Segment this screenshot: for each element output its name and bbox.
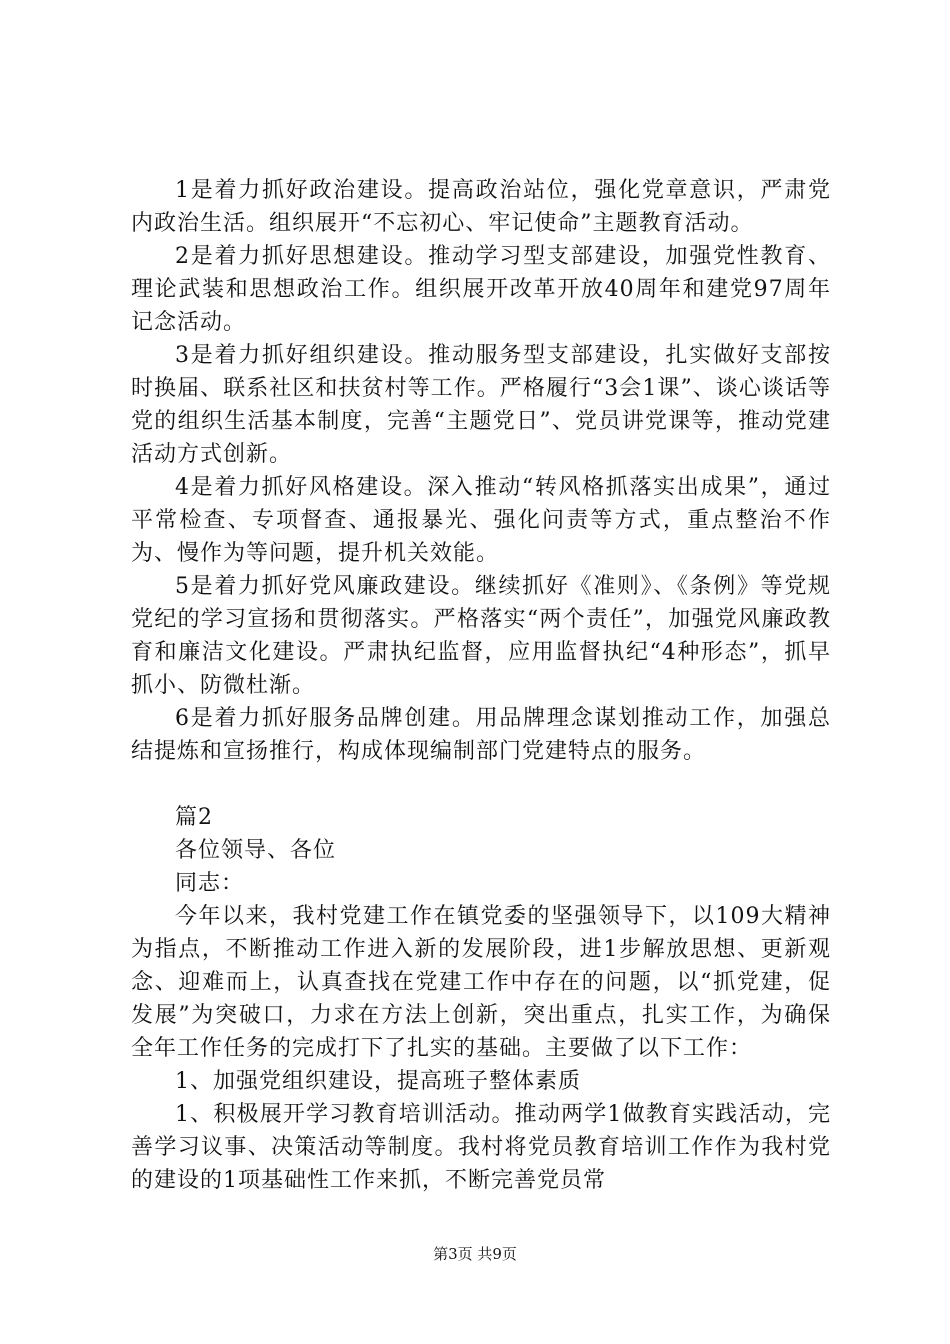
- paragraph-organizational: 3是着力抓好组织建设。推动服务型支部建设，扎实做好支部按时换届、联系社区和扶贫村等工作。严格履行“3会1课”、谈心谈话等党的组织生活基本制度，完善“主题党日”、党员讲党课等，推动党建活动方式创新。: [131, 343, 831, 467]
- paragraph-political: 1是着力抓好政治建设。提高政治站位，强化党章意识，严肃党内政治生活。组织展开“不忘初心、牢记使命”主题教育活动。: [131, 178, 831, 236]
- salutation-line-2: 同志：: [175, 871, 245, 896]
- paragraph-service-brand: 6是着力抓好服务品牌创建。用品牌理念谋划推动工作，加强总结提炼和宣扬推行，构成体现编制部门党建特点的服务。: [131, 706, 831, 764]
- page-total: 共9页: [477, 1245, 517, 1263]
- paragraph-integrity: 5是着力抓好党风廉政建设。继续抓好《准则》、《条例》等党规党纪的学习宣扬和贯彻落实。严格落实“两个责任”，加强党风廉政教育和廉洁文化建设。严肃执纪监督，应用监督执纪“4种形态”，抓早抓小、防微杜渐。: [131, 574, 831, 698]
- document-body: [131, 174, 831, 1197]
- paragraph-intro: 今年以来，我村党建工作在镇党委的坚强领导下，以109大精神为指点，不断推动工作进入新的发展阶段，进1步解放思想、更新观念、迎难而上，认真查找在党建工作中存在的问题，以“抓党建，促发展”为突破口，力求在方法上创新，突出重点，扎实工作，为确保全年工作任务的完成打下了扎实的基础。主要做了以下工作：: [131, 904, 831, 1061]
- page-number: 第3页: [433, 1245, 473, 1263]
- paragraph-style: 4是着力抓好风格建设。深入推动“转风格抓落实出成果”，通过平常检查、专项督查、通报暴光、强化问责等方式，重点整治不作为、慢作为等问题，提升机关效能。: [131, 475, 831, 566]
- paragraph-ideological: 2是着力抓好思想建设。推动学习型支部建设，加强党性教育、理论武装和思想政治工作。组织展开改革开放40周年和建党97周年记念活动。: [131, 244, 831, 335]
- section-heading: 篇2: [175, 805, 213, 830]
- page-footer: [0, 1244, 950, 1264]
- section-spacer: [131, 768, 831, 801]
- paragraph-training: 1、积极展开学习教育培训活动。推动两学1做教育实践活动，完善学习议事、决策活动等制度。我村将党员教育培训工作作为我村党的建设的1项基础性工作来抓，不断完善党员常: [131, 1102, 831, 1193]
- subheading-organization: 1、加强党组织建设，提高班子整体素质: [175, 1069, 581, 1094]
- salutation-line-1: 各位领导、各位: [175, 838, 337, 863]
